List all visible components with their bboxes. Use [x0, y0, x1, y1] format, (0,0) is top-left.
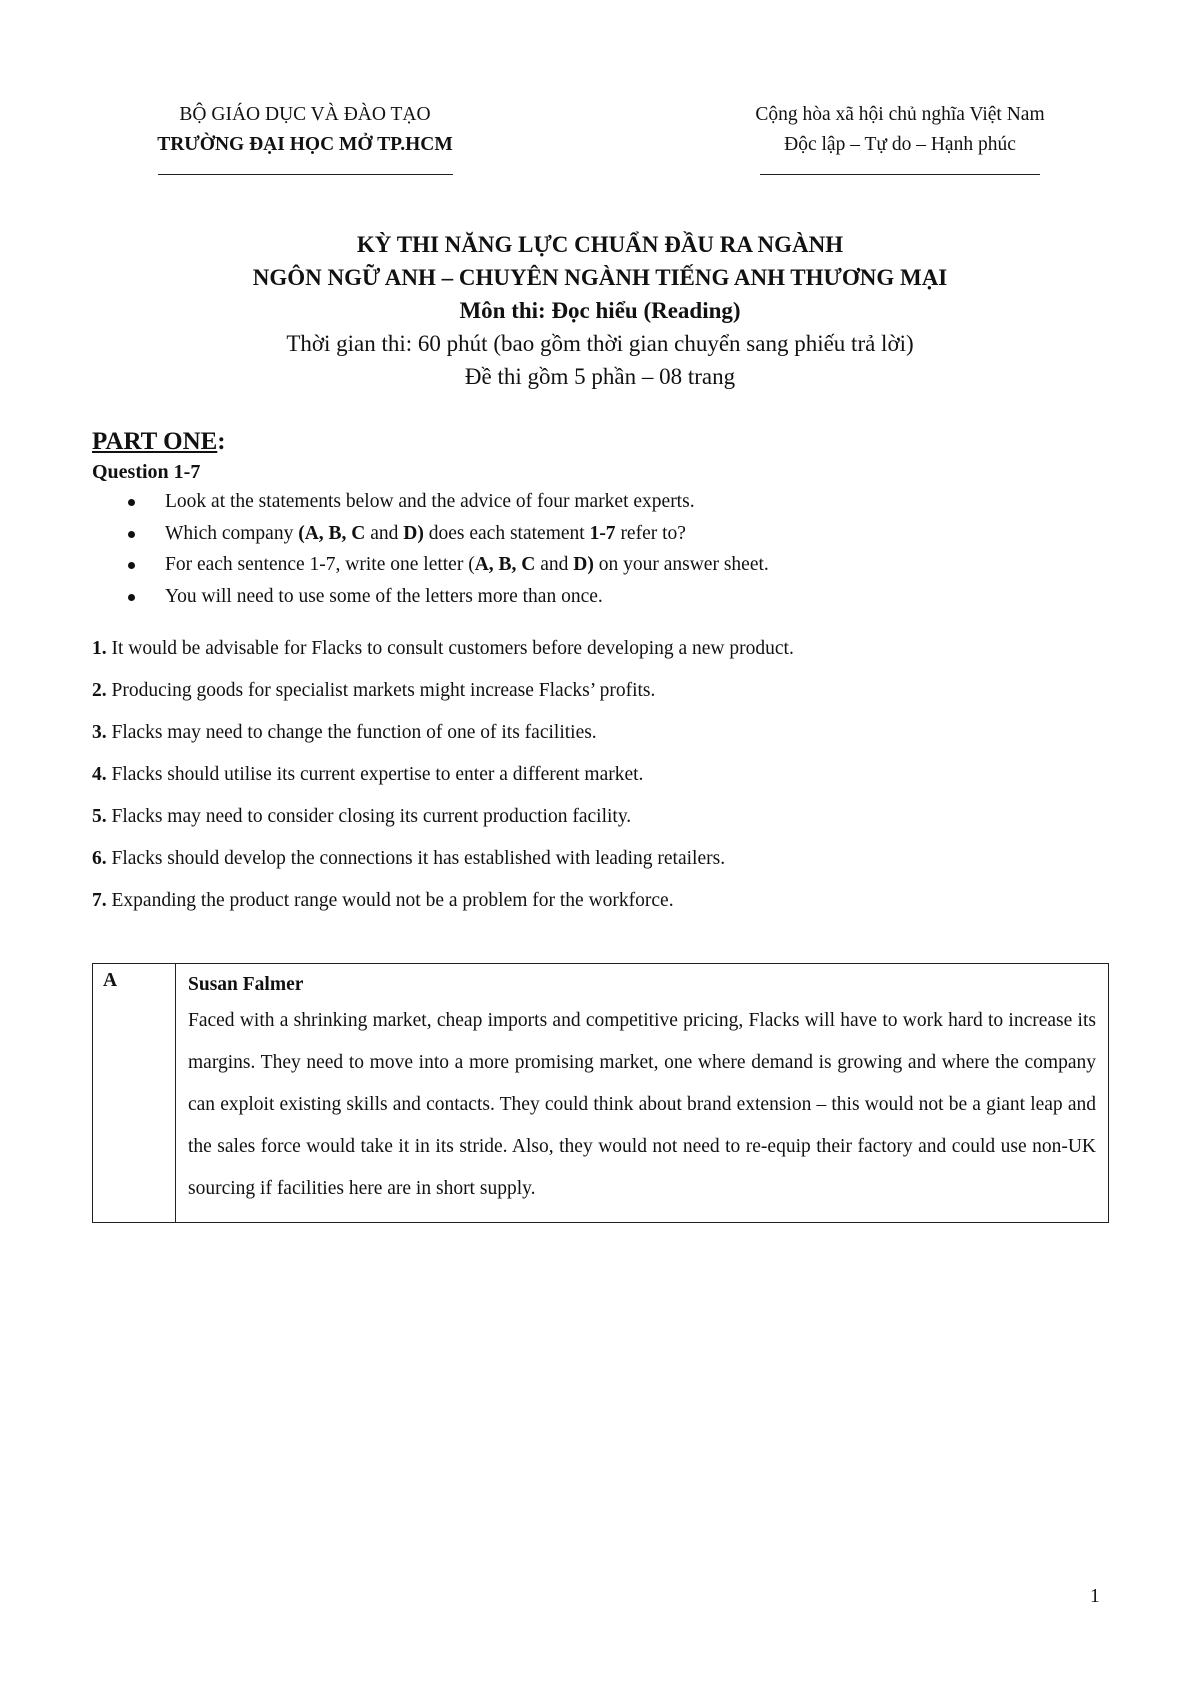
exam-title: KỲ THI NĂNG LỰC CHUẨN ĐẦU RA NGÀNH [356, 232, 844, 257]
instruction-item: For each sentence 1-7, write one letter (A, B, C and D) on your answer sheet. [125, 549, 1075, 581]
statement-item: 6. Flacks should develop the connections it has established with leading retailers. [92, 848, 726, 869]
statements-list [92, 628, 1112, 922]
question-range-label: Question 1-7 [92, 461, 201, 483]
statement-item: 4. Flacks should utilise its current expertise to enter a different market. [92, 764, 644, 785]
table-row [93, 964, 1109, 1223]
instruction-item: You will need to use some of the letters more than once. [125, 581, 1075, 613]
national-motto: Độc lập – Tự do – Hạnh phúc [784, 134, 1016, 155]
header-divider-left [158, 174, 453, 175]
part-heading [92, 428, 226, 456]
exam-title-block [100, 228, 1100, 393]
expert-name: Susan Falmer [188, 974, 304, 995]
ministry-name: BỘ GIÁO DỤC VÀ ĐÀO TẠO [179, 104, 431, 125]
exam-subject: Môn thi: Đọc hiểu (Reading) [459, 298, 741, 323]
part-title: PART ONE [92, 428, 218, 455]
exam-structure: Đề thi gồm 5 phần – 08 trang [464, 364, 736, 389]
country-name: Cộng hòa xã hội chủ nghĩa Việt Nam [755, 104, 1045, 125]
part-title-colon: : [217, 428, 226, 455]
statement-item: 2. Producing goods for specialist markets might increase Flacks’ profits. [92, 680, 656, 701]
header-divider-right [760, 174, 1040, 175]
statement-item: 5. Flacks may need to consider closing its current production facility. [92, 806, 632, 827]
expert-advice-table [92, 963, 1109, 1223]
instruction-item: Look at the statements below and the advice of four market experts. [125, 486, 1075, 518]
expert-advice-text: Faced with a shrinking market, cheap imports and competitive pricing, Flacks will have to work hard to increase its margins. They need to move into a more promising market, one where demand is growing and where the company can exploit existing skills and contacts. They could think about brand extension – this would not be a giant leap and the sales force would take it in its stride. Also, they would not need to re-equip their factory and could use non-UK sourcing if facilities here are in short supply. [188, 1010, 1096, 1199]
instruction-item: Which company (A, B, C and D) does each statement 1-7 refer to? [125, 518, 1075, 550]
statement-item: 1. It would be advisable for Flacks to consult customers before developing a new product. [92, 638, 794, 659]
expert-advice-cell [176, 964, 1109, 1223]
university-name: TRƯỜNG ĐẠI HỌC MỞ TP.HCM [157, 134, 453, 155]
statement-item: 3. Flacks may need to change the function of one of its facilities. [92, 722, 597, 743]
national-motto-header [690, 100, 1110, 175]
ministry-header [95, 100, 515, 175]
exam-major: NGÔN NGỮ ANH – CHUYÊN NGÀNH TIẾNG ANH THƯƠNG MẠI [252, 265, 948, 290]
page-number: 1 [1090, 1586, 1100, 1607]
statement-item: 7. Expanding the product range would not be a problem for the workforce. [92, 890, 674, 911]
exam-duration: Thời gian thi: 60 phút (bao gồm thời gian chuyển sang phiếu trả lời) [286, 331, 914, 356]
instructions-list [125, 486, 1075, 612]
expert-letter: A [93, 964, 176, 1223]
